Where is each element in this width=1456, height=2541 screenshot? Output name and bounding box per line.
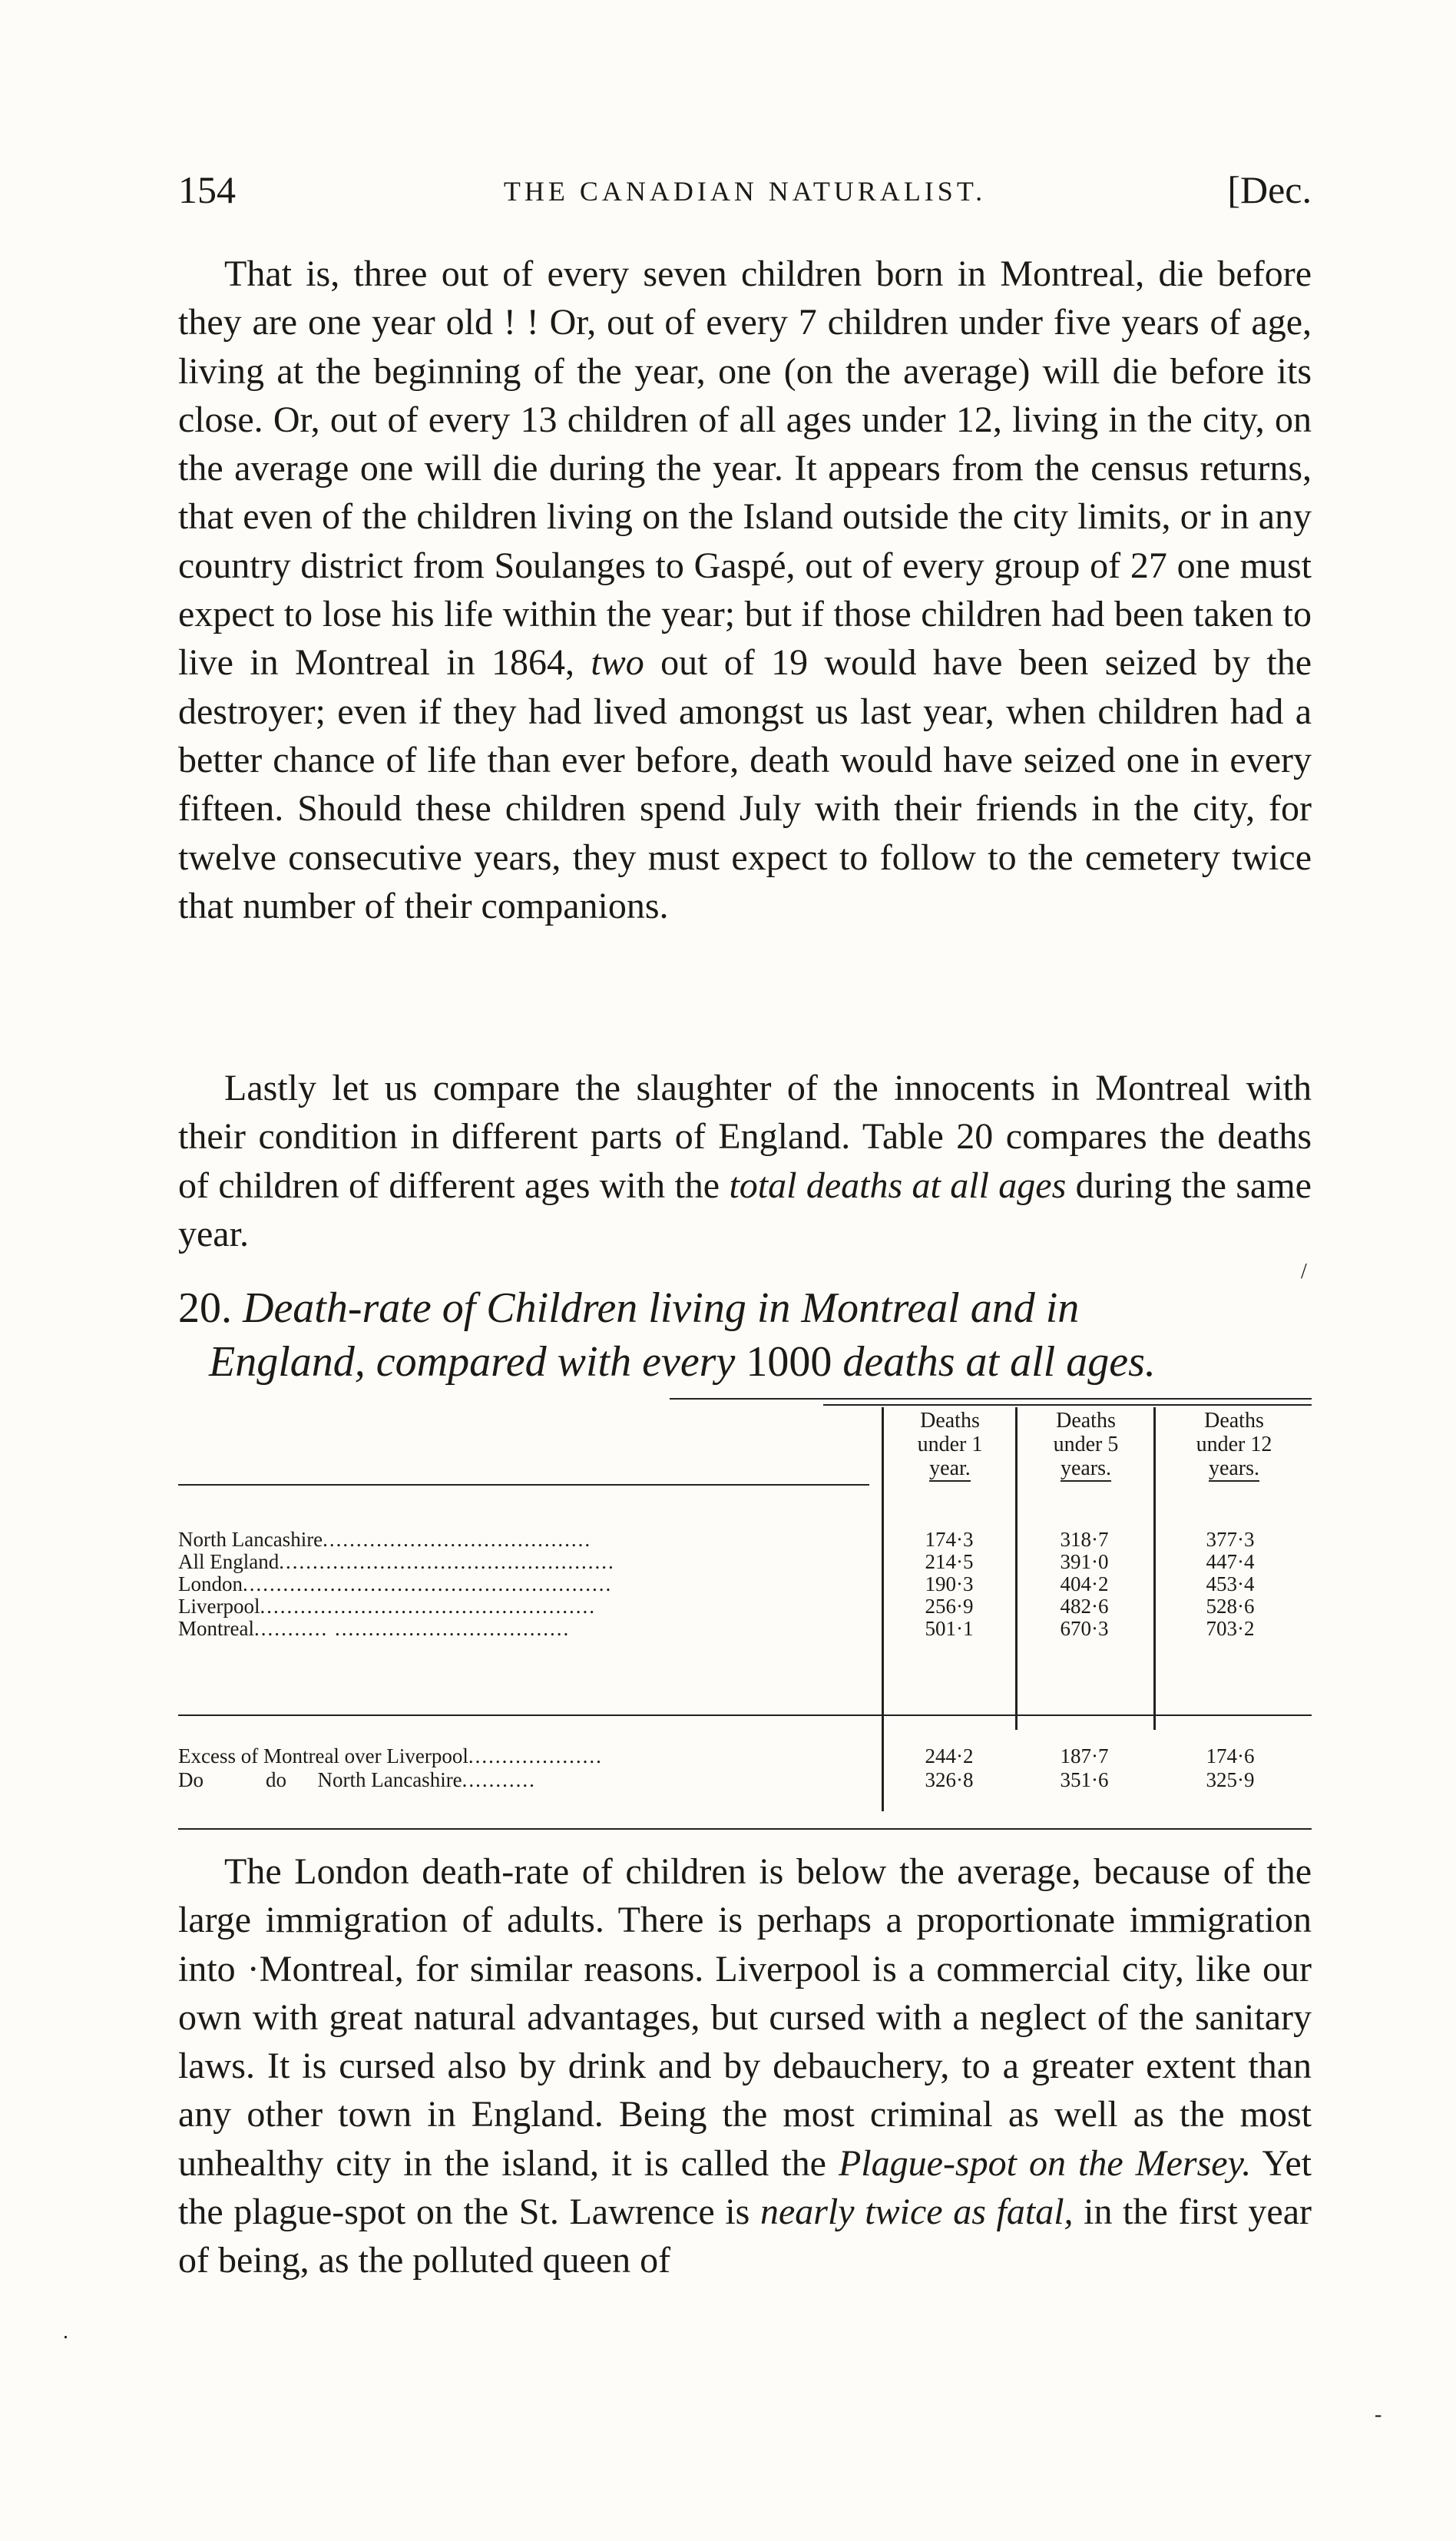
excess-row-label: Do do North Lancashire........... [178,1768,536,1791]
column-divider-2 [1015,1407,1018,1730]
paragraph-2-italic: total deaths at all ages [729,1164,1067,1206]
stray-dot-left: . [63,2320,68,2344]
table-row-label: Liverpool.................................................. [178,1595,596,1618]
table-cell: 482·6 [1060,1595,1109,1618]
table-cell: 187·7 [1060,1744,1109,1767]
table-cell: 325·9 [1206,1768,1255,1791]
caption-line-2a: England, compared with every [209,1338,746,1386]
section-date: [Dec. [1227,168,1312,211]
table-cell: 501·1 [925,1617,974,1640]
caption-number: 1000 [746,1338,832,1386]
paragraph-2-text-a: Lastly let us compare the slaughter of the innocents in Montreal with their condition in different parts of England. Table 20 compares the deaths of children of different ages with the [178,1068,1312,1206]
stray-dot-right: - [1375,2403,1382,2427]
table-caption [178,1281,1312,1389]
table-cell: 670·3 [1060,1617,1109,1640]
table-cell: 318·7 [1060,1528,1109,1551]
table-cell: 326·8 [925,1768,974,1791]
death-rate-table [178,1398,1312,1859]
table-top-rule [670,1398,1312,1400]
paragraph-3-text-c: in the first year of being, as the polluted queen of [178,2191,1312,2281]
table-cell: 351·6 [1060,1768,1109,1791]
column-header-3: Deaths under 12 years. [1196,1409,1272,1480]
table-cell: 244·2 [925,1744,974,1767]
paragraph-1 [178,250,1312,930]
table-cell: 703·2 [1206,1617,1255,1640]
table-cell: 377·3 [1206,1528,1255,1551]
running-title: THE CANADIAN NATURALIST. [503,176,987,207]
table-row-label: All England.................................................. [178,1550,615,1573]
page-header [178,167,1312,221]
caption-line-1: Death-rate of Children living in Montreal and in [243,1284,1080,1332]
paragraph-2 [178,1064,1312,1258]
paragraph-1-text-b: out of 19 would have been seized by the destroyer; even if they had lived amongst us last year, when children had a better chance of life than ever before, death would have seized one in every fifteen. Should these children spend July with their friends in the city, for twelve consecutive years, they must expect to follow to the cemetery twice that number of their companions. [178,642,1312,926]
table-cell: 391·0 [1060,1550,1109,1573]
stray-accent-mark: / [1301,1260,1307,1284]
table-number: 20. [178,1284,232,1332]
column-header-2: Deaths under 5 years. [1053,1409,1119,1480]
paragraph-1-text-a: That is, three out of every seven children born in Montreal, die before they are one year old ! ! Or, out of every 7 children under five years of age, living at the beginning of the year, one (on the average) will die before its close. Or, out of every 13 children of all ages under 12, living in the city, on the average one will die during the year. It appears from the census returns, that even of the children living on the Island outside the city limits, or in any country district from Soulanges to Gaspé, out of every group of 27 one must expect to lose his life within the year; but if those children had been taken to live in Montreal in 1864, [178,253,1312,684]
paragraph-3-text-b: Yet the plague-spot on the St. Lawrence is [178,2142,1312,2233]
excess-top-rule [178,1714,1312,1716]
table-row-label: London....................................................... [178,1572,613,1595]
table-cell: 256·9 [925,1595,974,1618]
table-cell: 453·4 [1206,1572,1255,1595]
paragraph-3-text-a: The London death-rate of children is below the average, because of the large immigration of adults. There is perhaps a proportionate immigration into ·Montreal, for similar reasons. Liverpool is a commercial city, like our own with great natural advantages, but cursed with a neglect of the sanitary laws. It is cursed also by drink and by debauchery, to a greater extent than any other town in England. Being the most criminal as well as the most unhealthy city in the island, it is called the [178,1851,1312,2184]
table-cell: 174·3 [925,1528,974,1551]
table-row-label: North Lancashire........................................ [178,1528,592,1551]
paragraph-3-italic-1: Plague-spot on the Mersey. [838,2142,1252,2184]
page-number: 154 [178,168,236,211]
caption-line-2b: deaths at all ages. [832,1338,1156,1386]
table-top-rule-2 [823,1404,1312,1406]
paragraph-1-italic: two [591,642,644,684]
column-divider-1 [882,1407,884,1730]
excess-row-label: Excess of Montreal over Liverpool.................... [178,1744,603,1767]
table-bottom-rule [178,1828,1312,1830]
table-cell: 174·6 [1206,1744,1255,1767]
paragraph-3-italic-2: nearly twice as fatal, [759,2191,1074,2233]
table-cell: 190·3 [925,1572,974,1595]
paragraph-3 [178,1847,1312,2285]
table-cell: 447·4 [1206,1550,1255,1573]
table-cell: 528·6 [1206,1595,1255,1618]
excess-divider [882,1727,884,1811]
table-row-label: Montreal........... ................................... [178,1617,571,1640]
paragraph-2-text-b: during the same year. [178,1164,1312,1254]
column-header-1: Deaths under 1 year. [917,1409,983,1480]
table-cell: 404·2 [1060,1572,1109,1595]
header-under-rule [178,1484,869,1486]
column-divider-3 [1153,1407,1156,1730]
table-cell: 214·5 [925,1550,974,1573]
